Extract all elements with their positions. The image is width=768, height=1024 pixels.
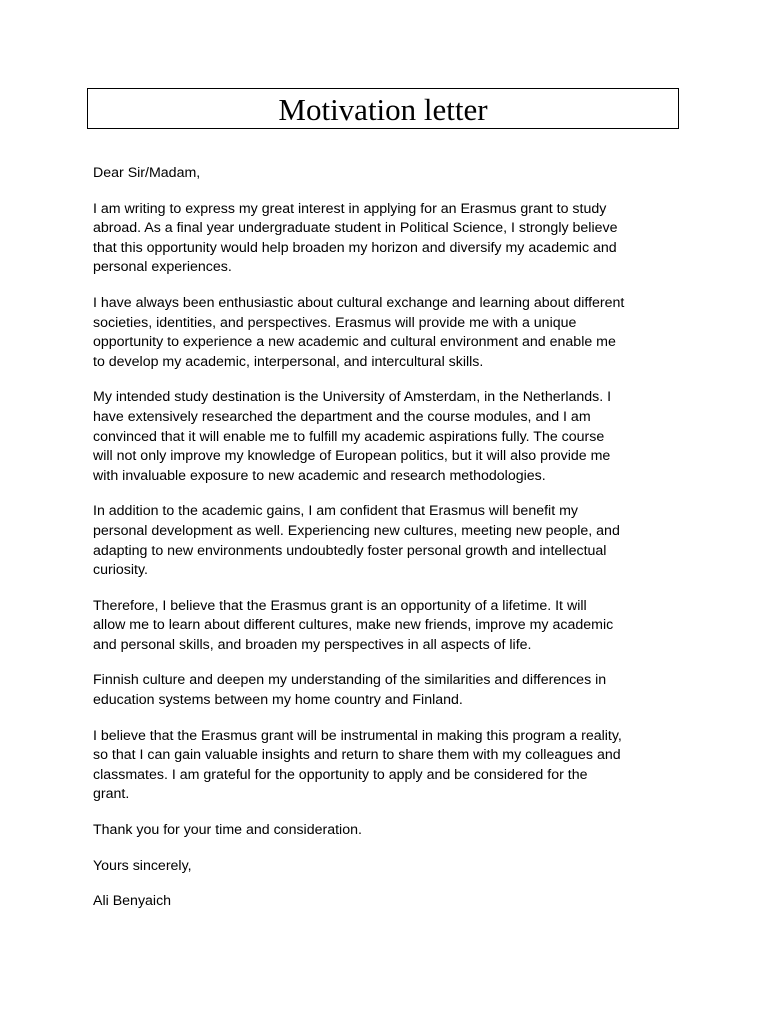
signature-name: Ali Benyaich xyxy=(93,893,172,910)
letter-title: Motivation letter xyxy=(278,92,488,127)
paragraph-4: In addition to the academic gains, I am confident that Erasmus will benefit my personal development as well. Experiencing new cultures, meeting new people, and adapting to new environments undoubtedly foster personal growth and intellectual curiosity. xyxy=(93,503,620,579)
sign-off: Yours sincerely, xyxy=(93,857,192,874)
closing-thanks: Thank you for your time and consideration. xyxy=(93,822,362,839)
paragraph-1: I am writing to express my great interest in applying for an Erasmus grant to study abroad. As a final year undergraduate student in Political Science, I strongly believe that this opportunity would help broaden my horizon and diversify my academic and personal experiences. xyxy=(93,200,618,276)
salutation: Dear Sir/Madam, xyxy=(93,165,201,181)
paragraph-6: Finnish culture and deepen my understanding of the similarities and differences in education systems between my home country and Finland. xyxy=(93,672,607,709)
paragraph-2: I have always been enthusiastic about cultural exchange and learning about different societies, identities, and perspectives. Erasmus will provide me with a unique opportunity to experience a new academic and cultural environment and enable me to develop my academic, interpersonal, and intercultural skills. xyxy=(93,294,625,370)
paragraph-3: My intended study destination is the University of Amsterdam, in the Netherlands. I have extensively researched the department and the course modules, and I am convinced that it will enable me to fulfill my academic aspirations fully. The course will not only improve my knowledge of European politics, but it will also provide me with invaluable exposure to new academic and research methodologies. xyxy=(93,389,612,484)
paragraph-7: I believe that the Erasmus grant will be instrumental in making this program a reality, so that I can gain valuable insights and return to share them with my colleagues and classmates. I am grateful for the opportunity to apply and be considered for the grant. xyxy=(93,727,622,803)
letter-body xyxy=(93,164,683,928)
title-box xyxy=(87,88,679,129)
paragraph-5: Therefore, I believe that the Erasmus grant is an opportunity of a lifetime. It will allow me to learn about different cultures, make new friends, improve my academic and personal skills, and broaden my perspectives in all aspects of life. xyxy=(93,597,614,653)
